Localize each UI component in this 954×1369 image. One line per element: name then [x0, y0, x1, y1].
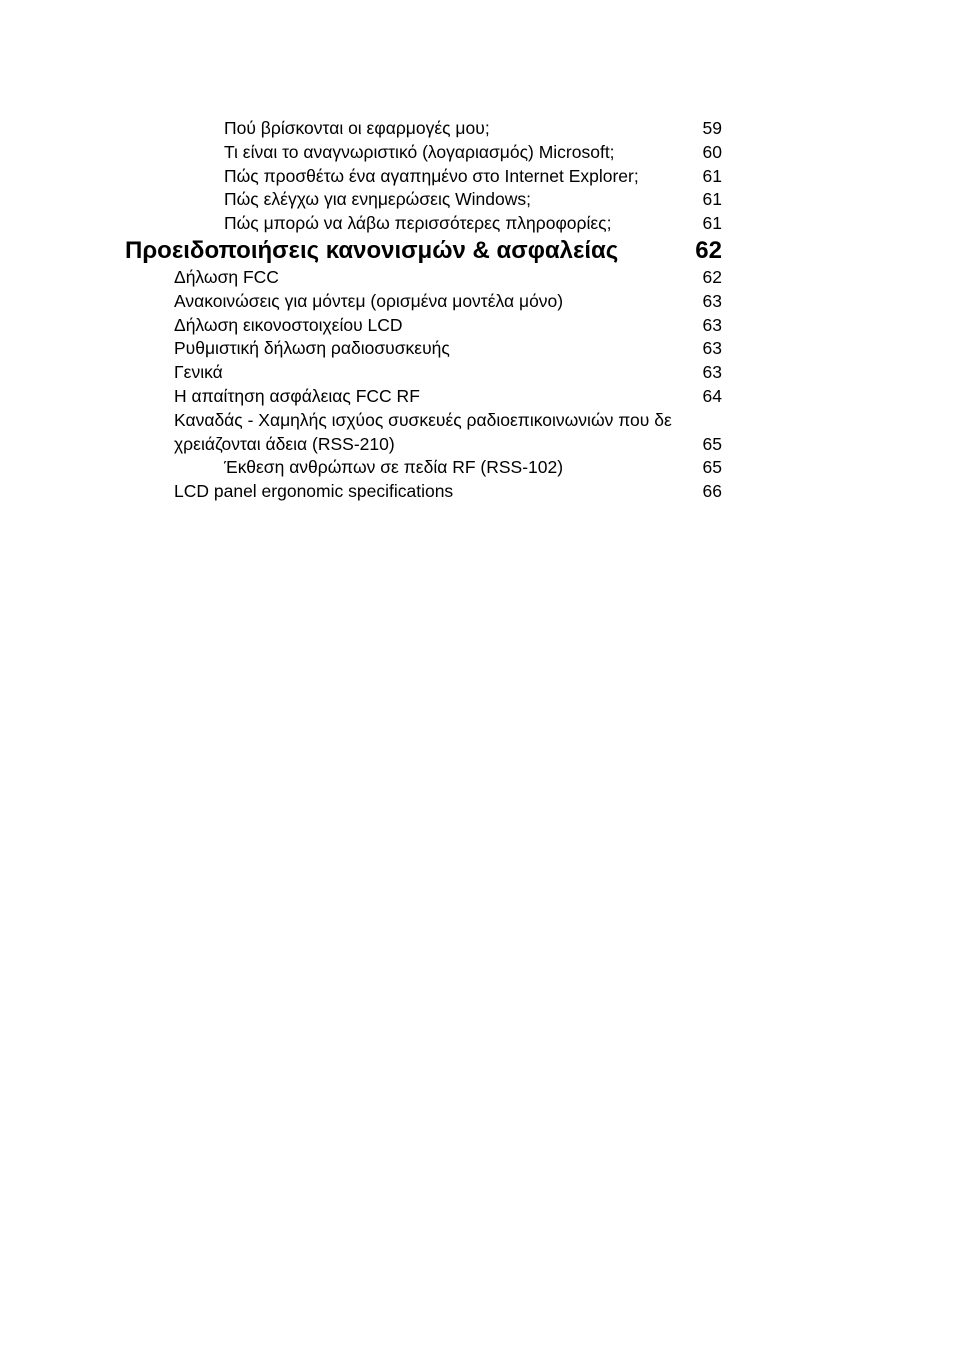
toc-entry-title: LCD panel ergonomic specifications	[174, 481, 454, 502]
toc-entry-title: Τι είναι το αναγνωριστικό (λογαριασμός) Microsoft;	[224, 141, 615, 162]
toc-entry-page: 65	[702, 433, 722, 454]
toc-entry-page: 64	[702, 385, 722, 406]
toc-entry-title: Πού βρίσκονται οι εφαρμογές μου;	[224, 118, 490, 138]
toc-entry-page: 66	[702, 481, 722, 502]
toc-entry-page: 61	[702, 165, 722, 186]
toc-entry-page: 62	[702, 266, 722, 287]
toc-entry-page: 60	[702, 141, 722, 162]
toc-entry[interactable]	[0, 337, 954, 361]
toc-entry-title: Δήλωση εικονοστοιχείου LCD	[174, 314, 403, 335]
toc-entry-page: 59	[702, 118, 722, 138]
toc-entry-title: Καναδάς - Χαμηλής ισχύος συσκευές ραδιοεπικοινωνιών που δε χρειάζονται άδεια (RSS-210)	[174, 409, 672, 454]
toc-entry-page: 63	[702, 362, 722, 383]
toc-entry[interactable]	[0, 361, 954, 385]
toc-entry-page: 61	[702, 213, 722, 234]
toc-chapter-heading[interactable]	[0, 236, 954, 266]
toc-chapter-page: 62	[695, 236, 722, 264]
toc-entry[interactable]	[0, 409, 954, 457]
toc-entry-title: Η απαίτηση ασφάλειας FCC RF	[174, 385, 420, 406]
toc-chapter-title: Προειδοποιήσεις κανονισμών & ασφαλείας	[125, 236, 619, 264]
toc-entry-title: Ρυθμιστική δήλωση ραδιοσυσκευής	[174, 338, 450, 359]
toc-entry[interactable]	[0, 385, 954, 409]
toc-entry[interactable]	[0, 290, 954, 314]
toc-entry-page: 63	[702, 290, 722, 311]
toc-entry-title: Δήλωση FCC	[174, 266, 279, 287]
toc-entry[interactable]	[0, 188, 954, 212]
toc-entry[interactable]	[0, 456, 954, 480]
toc-entry-title: Πώς μπορώ να λάβω περισσότερες πληροφορίες;	[224, 213, 612, 234]
toc-entry[interactable]	[0, 266, 954, 290]
toc-entry-title: Πώς ελέγχω για ενημερώσεις Windows;	[224, 189, 531, 210]
toc-entry[interactable]	[0, 141, 954, 165]
toc-entry-page: 65	[702, 457, 722, 478]
toc-entry-title: Πώς προσθέτω ένα αγαπημένο στο Internet Explorer;	[224, 165, 639, 186]
toc-entry[interactable]	[0, 480, 954, 504]
toc-entry[interactable]	[0, 212, 954, 236]
toc-entry-title: Γενικά	[174, 362, 223, 383]
table-of-contents	[0, 117, 954, 504]
toc-entry[interactable]	[0, 165, 954, 189]
toc-entry[interactable]	[0, 314, 954, 338]
toc-entry-page: 61	[702, 189, 722, 210]
toc-entry-title: Ανακοινώσεις για μόντεμ (ορισμένα μοντέλα μόνο)	[174, 290, 564, 311]
toc-entry-page: 63	[702, 338, 722, 359]
toc-entry[interactable]	[0, 117, 954, 141]
toc-entry-page: 63	[702, 314, 722, 335]
toc-entry-title: Έκθεση ανθρώπων σε πεδία RF (RSS-102)	[224, 457, 564, 478]
